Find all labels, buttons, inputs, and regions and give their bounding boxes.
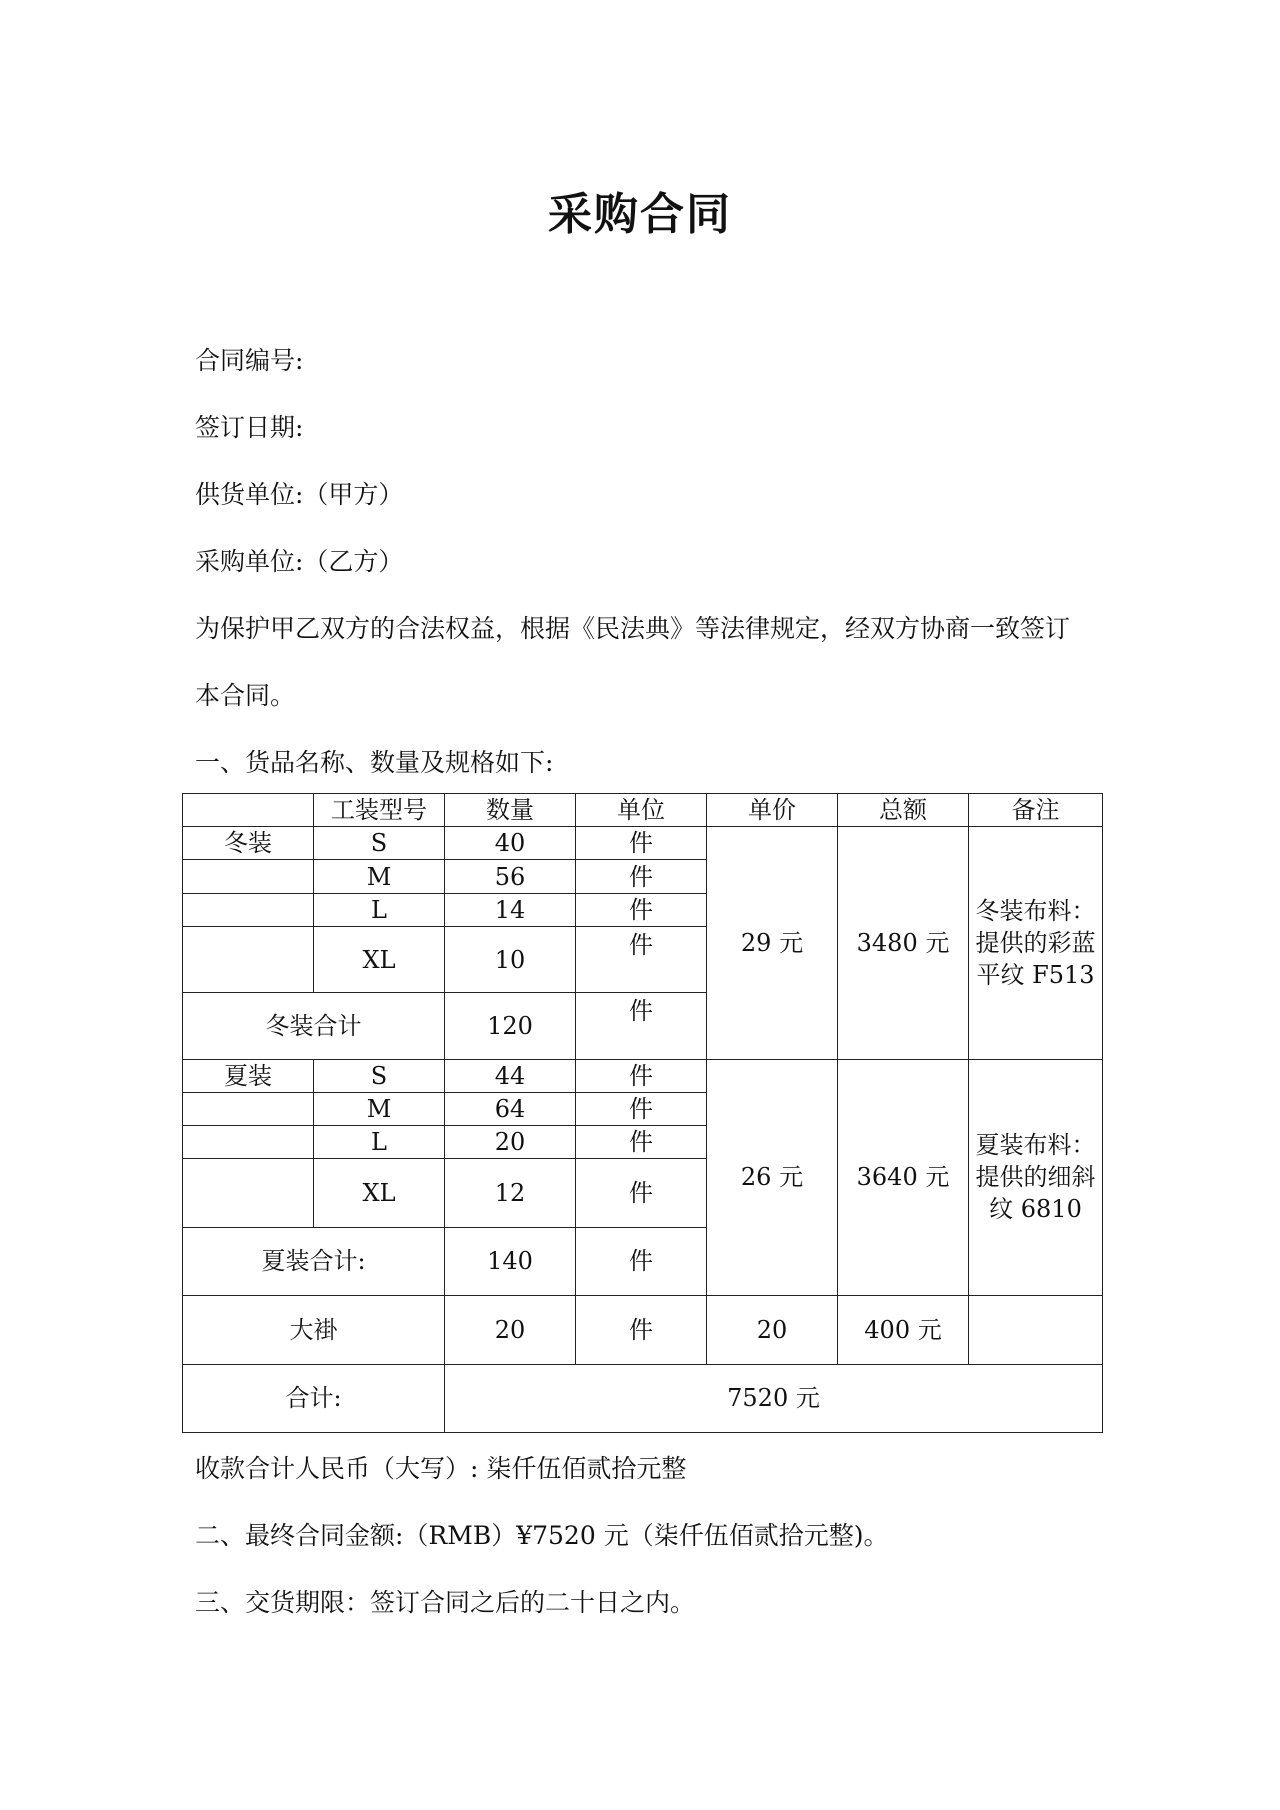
unit-cell: 件 [576,893,707,926]
size-cell: XL [314,1159,445,1227]
summer-subtotal-qty: 140 [445,1227,576,1295]
header-cell: 工装型号 [314,794,445,827]
coat-unit-price: 20 [707,1296,838,1364]
empty-cell [183,1159,314,1227]
summer-subtotal-label: 夏装合计: [183,1227,445,1295]
supplier-label: 供货单位:（甲方） [195,480,404,509]
empty-cell [183,1126,314,1159]
qty-cell: 10 [445,926,576,992]
summer-note: 夏装布料：提供的细斜纹 6810 [969,1059,1103,1295]
size-cell: S [314,1059,445,1092]
qty-cell: 64 [445,1092,576,1125]
empty-cell [183,926,314,992]
size-cell: M [314,860,445,893]
summer-category-label: 夏装 [183,1059,314,1092]
section-1-heading: 一、货品名称、数量及规格如下: [195,748,554,777]
preamble-line-1: 为保护甲乙双方的合法权益，根据《民法典》等法律规定，经双方协商一致签订 [195,614,1071,643]
empty-cell [183,893,314,926]
coat-total: 400 元 [838,1296,969,1364]
header-cell: 总额 [838,794,969,827]
winter-subtotal-unit: 件 [576,993,707,1059]
coat-row [183,1296,1103,1364]
qty-cell: 40 [445,827,576,860]
amount-in-words: 收款合计人民币（大写）: 柒仟伍佰贰拾元整 [195,1454,687,1483]
empty-cell [183,860,314,893]
unit-cell: 件 [576,1092,707,1125]
qty-cell: 14 [445,893,576,926]
header-cell: 备注 [969,794,1103,827]
summer-unit-price: 26 元 [707,1059,838,1295]
coat-qty: 20 [445,1296,576,1364]
table-header-row [183,794,1103,827]
grand-total-value: 7520 元 [445,1364,1103,1433]
header-cell: 数量 [445,794,576,827]
size-cell: S [314,827,445,860]
unit-cell: 件 [576,1059,707,1092]
size-cell: L [314,893,445,926]
section-2-contract-amount: 二、最终合同金额:（RMB）¥7520 元（柒仟伍佰贰拾元整)。 [195,1521,889,1550]
qty-cell: 12 [445,1159,576,1227]
summer-total: 3640 元 [838,1059,969,1295]
page-title: 采购合同 [548,189,732,240]
unit-cell: 件 [576,1126,707,1159]
coat-note [969,1296,1103,1364]
preamble-line-2: 本合同。 [195,681,296,710]
header-cell: 单价 [707,794,838,827]
coat-unit: 件 [576,1296,707,1364]
header-cell: 单位 [576,794,707,827]
unit-cell: 件 [576,860,707,893]
section-3-delivery-term: 三、交货期限：签订合同之后的二十日之内。 [195,1588,696,1617]
header-cell [183,794,314,827]
winter-total: 3480 元 [838,827,969,1059]
winter-subtotal-qty: 120 [445,993,576,1059]
winter-subtotal-label: 冬装合计 [183,993,445,1059]
size-cell: M [314,1092,445,1125]
buyer-label: 采购单位:（乙方） [195,547,404,576]
empty-cell [183,1092,314,1125]
table-row [183,827,1103,860]
summer-subtotal-unit: 件 [576,1227,707,1295]
size-cell: XL [314,926,445,992]
goods-table [182,793,1103,1433]
unit-cell: 件 [576,926,707,992]
coat-label: 大褂 [183,1296,445,1364]
qty-cell: 44 [445,1059,576,1092]
grand-total-label: 合计: [183,1364,445,1433]
unit-cell: 件 [576,827,707,860]
contract-number-label: 合同编号: [195,346,304,375]
unit-cell: 件 [576,1159,707,1227]
size-cell: L [314,1126,445,1159]
qty-cell: 20 [445,1126,576,1159]
table-row [183,1059,1103,1092]
winter-unit-price: 29 元 [707,827,838,1059]
winter-category-label: 冬装 [183,827,314,860]
qty-cell: 56 [445,860,576,893]
grand-total-row [183,1364,1103,1433]
winter-note: 冬装布料：提供的彩蓝平纹 F513 [969,827,1103,1059]
sign-date-label: 签订日期: [195,413,304,442]
